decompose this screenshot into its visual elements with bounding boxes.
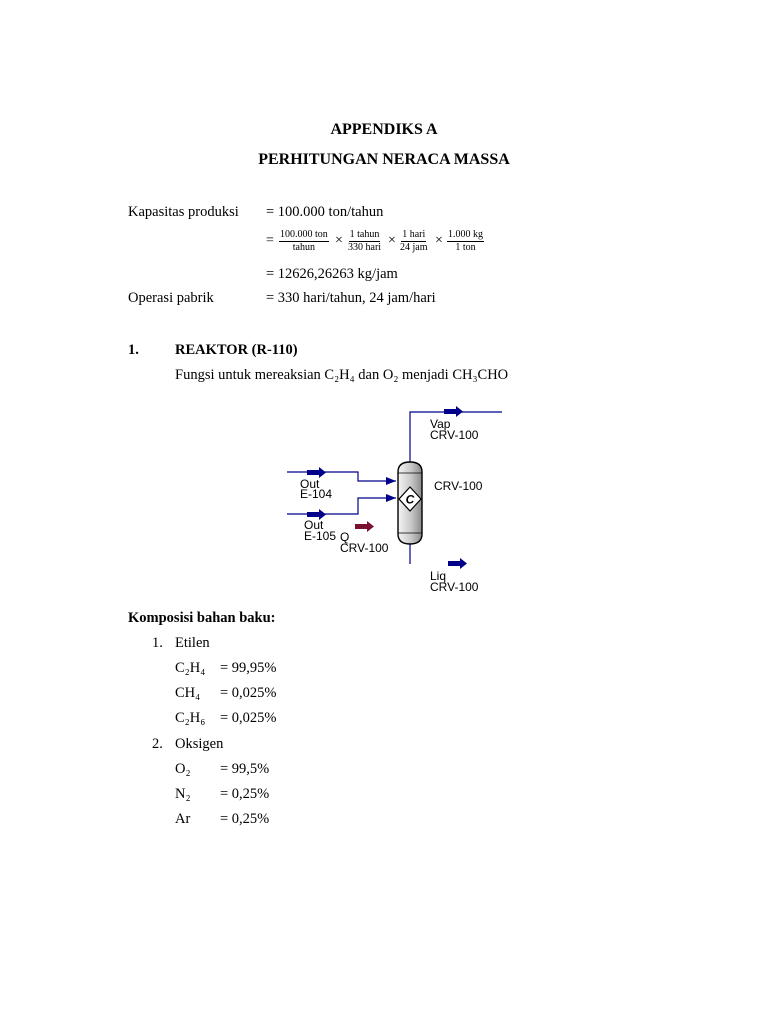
capacity-equals: = (266, 233, 274, 248)
vap-label: Vap (430, 417, 451, 431)
capacity-value: = 100.000 ton/tahun (266, 204, 384, 220)
fraction-1 (279, 229, 329, 254)
reactor-symbol: C (405, 492, 415, 507)
group-1-formula-1: C₂H₄ (175, 660, 206, 676)
group-1-index: 1. (152, 635, 163, 651)
q-label: Q (340, 530, 350, 544)
reactor-name: CRV-100 (434, 479, 483, 493)
group-1-formula-3: C₂H₆ (175, 710, 206, 726)
times-2: × (388, 233, 396, 248)
page-subtitle: PERHITUNGAN NERACA MASSA (258, 151, 510, 168)
operation-label: Operasi pabrik (128, 290, 214, 306)
times-1: × (335, 233, 343, 248)
out1-stream-name: E-104 (300, 487, 333, 501)
q-stream-name: CRV-100 (340, 541, 389, 555)
fraction-2-num: 1 tahun (349, 229, 380, 240)
liq-arrow-icon (448, 558, 467, 569)
group-2-formula-2: N₂ (175, 786, 191, 802)
section-function: Fungsi untuk mereaksian C₂H₄ dan O₂ menjadi CH₃CHO (175, 367, 509, 383)
out2-stream-name: E-105 (304, 529, 337, 543)
liq-label: Liq (430, 569, 447, 583)
times-3: × (435, 233, 443, 248)
fraction-3-den: 24 jam (400, 242, 428, 253)
group-1-value-2: = 0,025% (220, 685, 277, 701)
reactor-diagram (270, 400, 520, 600)
fraction-4-num: 1.000 kg (448, 229, 483, 240)
group-1-value-3: = 0,025% (220, 710, 277, 726)
group-2-index: 2. (152, 736, 163, 752)
fraction-1-den: tahun (292, 242, 315, 253)
group-2-formula-3: Ar (175, 811, 191, 827)
group-1-value-1: = 99,95% (220, 660, 277, 676)
group-2-value-1: = 99,5% (220, 761, 270, 777)
vap-stream-name: CRV-100 (430, 428, 479, 442)
group-2-name: Oksigen (175, 736, 224, 752)
group-2-value-3: = 0,25% (220, 811, 270, 827)
feed-arrowhead-2 (386, 494, 396, 502)
composition-heading: Komposisi bahan baku: (128, 610, 276, 626)
liq-stream-name: CRV-100 (430, 580, 479, 594)
fraction-1-num: 100.000 ton (280, 229, 328, 240)
vap-arrow-icon (444, 406, 463, 417)
page-title: APPENDIKS A (330, 121, 438, 138)
section-number: 1. (128, 342, 139, 358)
group-2-formula-1: O₂ (175, 761, 191, 777)
fraction-2 (348, 229, 381, 254)
fraction-4-den: 1 ton (455, 242, 476, 253)
fraction-4 (447, 229, 484, 254)
feed-arrowhead-1 (386, 477, 396, 485)
group-1-name: Etilen (175, 635, 210, 651)
section-title: REAKTOR (R-110) (175, 342, 298, 358)
fraction-2-den: 330 hari (348, 242, 382, 253)
group-1-formula-2: CH₄ (175, 685, 201, 701)
capacity-label: Kapasitas produksi (128, 204, 239, 220)
capacity-result: = 12626,26263 kg/jam (266, 266, 398, 282)
fraction-3 (400, 229, 428, 254)
out1-label: Out (300, 477, 320, 491)
energy-arrow-icon (355, 521, 374, 532)
out2-label: Out (304, 518, 324, 532)
operation-value: = 330 hari/tahun, 24 jam/hari (266, 290, 436, 306)
group-2-value-2: = 0,25% (220, 786, 270, 802)
fraction-3-num: 1 hari (402, 229, 426, 240)
